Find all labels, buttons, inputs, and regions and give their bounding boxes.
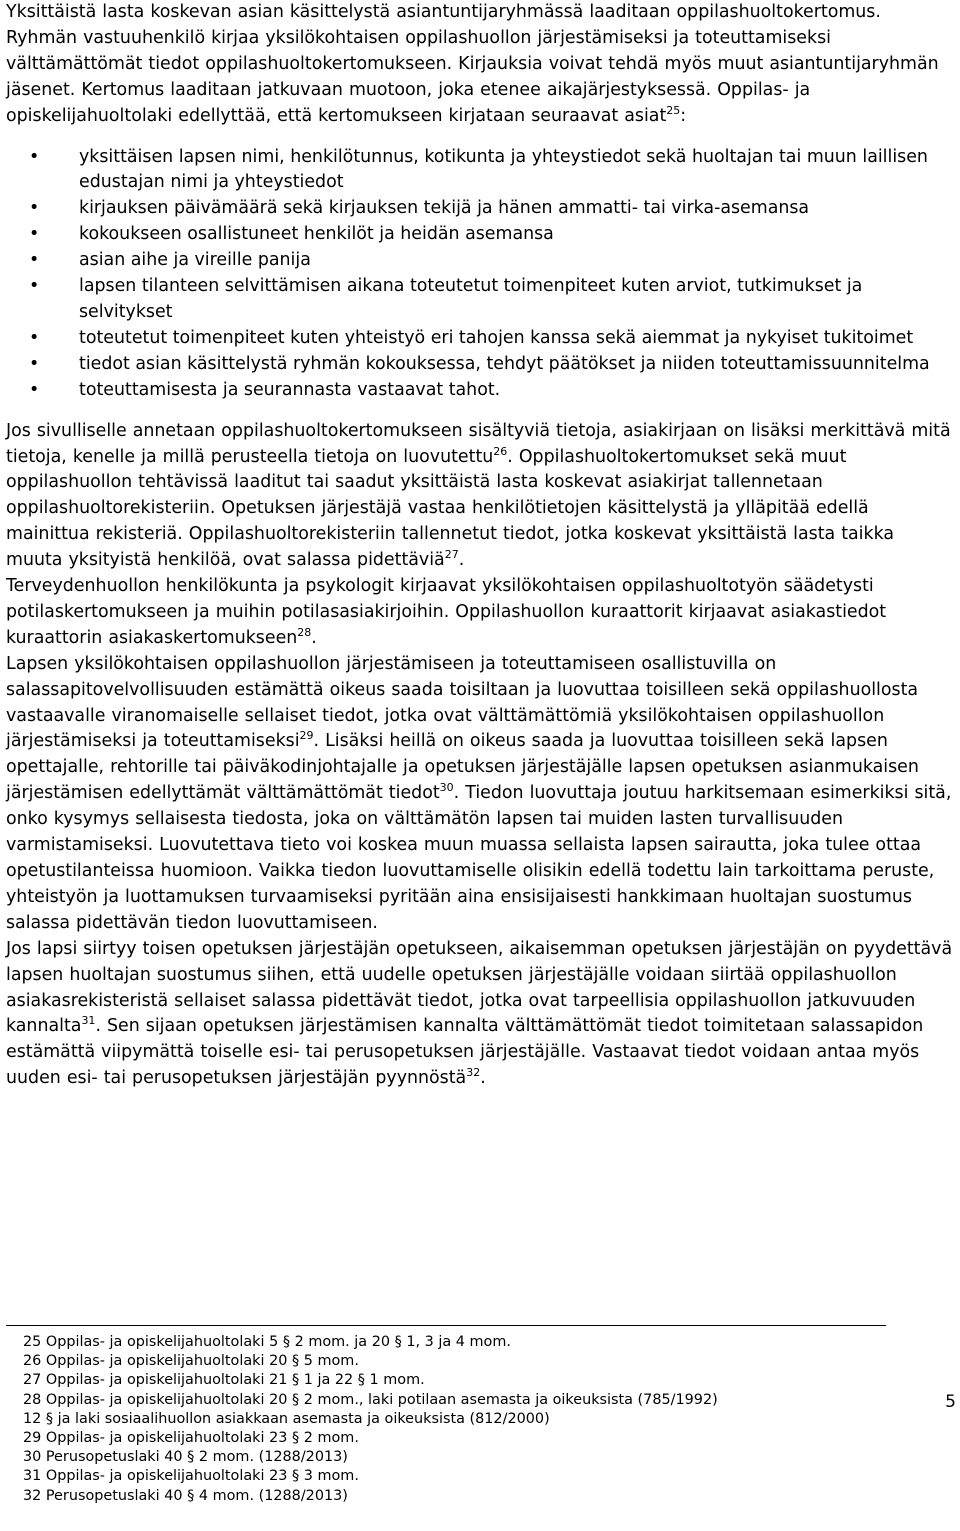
- footnote-ref-27[interactable]: 27: [444, 548, 459, 562]
- bullet-icon: •: [29, 353, 40, 374]
- footnote: 32 Perusopetuslaki 40 § 4 mom. (1288/2013): [23, 1487, 348, 1504]
- list-item: • tiedot asian käsittelystä ryhmän kokouksessa, tehdyt päätökset ja niiden toteuttamissuunnitelma: [6, 352, 954, 378]
- bullet-icon: •: [29, 198, 40, 219]
- list-item: • yksittäisen lapsen nimi, henkilötunnus, kotikunta ja yhteystiedot sekä huoltajan tai muun laillisen edustajan nimi ja yhteystiedot: [29, 146, 928, 193]
- list-item: • kirjauksen päivämäärä sekä kirjauksen tekijä ja hänen ammatti- tai virka-asemansa: [6, 196, 954, 222]
- list-item: • lapsen tilanteen selvittämisen aikana toteutetut toimenpiteet kuten arviot, tutkimukset ja selvitykset: [29, 276, 863, 322]
- document-page: [6, 0, 954, 1092]
- footnote-ref-28[interactable]: 28: [297, 626, 312, 640]
- footnote: 27 Oppilas- ja opiskelijahuoltolaki 21 § 1 ja 22 § 1 mom.: [23, 1372, 425, 1389]
- list-item: • asian aihe ja vireille panija: [6, 248, 954, 274]
- required-entries-list: [6, 145, 954, 404]
- list-item: • toteuttamisesta ja seurannasta vastaavat tahot.: [6, 378, 954, 404]
- bullet-icon: •: [29, 224, 40, 245]
- bullet-icon: •: [29, 146, 40, 167]
- list-item: • toteutetut toimenpiteet kuten yhteistyö eri tahojen kanssa sekä aiemmat ja nykyiset tukitoimet: [6, 326, 954, 352]
- disclosure-paragraph: Jos sivulliselle annetaan oppilashuoltokertomukseen sisältyviä tietoja, asiakirjaan on lisäksi merkittävä mitä tietoja, kenelle ja millä perusteella tietoja on luovutettu$^{26}$. Oppilashuoltokertomukset sekä muut oppilashuollon tehtävissä laaditut tai saadut yksittäistä lasta koskevat asiakirjat tallennetaan oppilashuoltorekisteriin. Opetuksen järjestäjä vastaa henkilötietojen käsittelystä ja ylläpitää edellä mainittua rekisteriä. Oppilashuoltorekisteriin tallennetut tiedot, jotka koskevat yksittäistä lasta taikka muuta yksityistä henkilöä, ovat salassa pidettäviä$^{27}$.: [6, 420, 951, 571]
- footnote: 31 Oppilas- ja opiskelijahuoltolaki 23 § 3 mom.: [23, 1468, 359, 1485]
- health-records-paragraph: Terveydenhuollon henkilökunta ja psykologit kirjaavat yksilökohtaisen oppilashuoltotyön säädetysti potilaskertomukseen ja muihin potilasasiakirjoihin. Oppilashuollon kuraattorit kirjaavat asiakastiedot kuraattorin asiakaskertomukseen$^{28}$.: [6, 576, 887, 648]
- transfer-paragraph: Jos lapsi siirtyy toisen opetuksen järjestäjän opetukseen, aikaisemman opetuksen järjestäjän on pyydettävä lapsen huoltajan suostumus siihen, että uudelle opetuksen järjestäjälle voidaan siirtää oppilashuollon asiakasrekisteristä sellaiset salassa pidettävät tiedot, jotka ovat tarpeellisia oppilashuollon jatkuvuuden kannalta$^{31}$. Sen sijaan opetuksen järjestämisen kannalta välttämättömät tiedot toimitetaan salassapidon estämättä viipymättä toiselle esi- tai perusopetuksen järjestäjälle. Vastaavat tiedot voidaan antaa myös uuden esi- tai perusopetuksen järjestäjän pyynnöstä$^{32}$.: [6, 938, 953, 1089]
- footnote-ref-32[interactable]: 32: [466, 1066, 481, 1080]
- bullet-icon: •: [29, 379, 40, 400]
- footnote: 12 § ja laki sosiaalihuollon asiakkaan asemasta ja oikeuksista (812/2000): [23, 1410, 550, 1427]
- intro-paragraph: [6, 0, 954, 130]
- footnote: 29 Oppilas- ja opiskelijahuoltolaki 23 § 2 mom.: [23, 1430, 359, 1447]
- bullet-icon: •: [29, 276, 40, 297]
- bullet-icon: •: [29, 327, 40, 348]
- footnote-ref-29[interactable]: 29: [299, 729, 314, 743]
- footnotes: [6, 1325, 886, 1506]
- list-item: • kokoukseen osallistuneet henkilöt ja heidän asemansa: [6, 222, 954, 248]
- footnote: 26 Oppilas- ja opiskelijahuoltolaki 20 § 5 mom.: [23, 1353, 359, 1370]
- footnote: 28 Oppilas- ja opiskelijahuoltolaki 20 § 2 mom., laki potilaan asemasta ja oikeuksista (785/1992): [23, 1391, 718, 1408]
- footnote-ref-26[interactable]: 26: [493, 444, 508, 458]
- footnote-ref-30[interactable]: 30: [439, 781, 454, 795]
- page-number: 5: [945, 1392, 956, 1412]
- confidentiality-paragraph: Lapsen yksilökohtaisen oppilashuollon järjestämiseen ja toteuttamiseen osallistuvilla on salassapitovelvollisuuden estämättä oikeus saada toisiltaan ja luovuttaa toisilleen sekä oppilashuollosta vastaavalle viranomaiselle sellaiset tiedot, jotka ovat välttämättömiä yksilökohtaisen oppilashuollon järjestämiseksi ja toteuttamiseksi$^{29}$. Lisäksi heillä on oikeus saada ja luovuttaa toisilleen sekä lapsen opettajalle, rehtorille tai päiväkodinjohtajalle ja opetuksen järjestäjälle lapsen opetuksen asianmukaisen järjestämisen edellyttämät välttämättömät tiedot$^{30}$. Tiedon luovuttaja joutuu harkitsemaan esimerkiksi sitä, onko kysymys sellaisesta tiedosta, joka on välttämätön lapsen tai muiden lasten turvallisuuden varmistamiseksi. Luovutettava tieto voi koskea muun muassa sellaista lapsen sairautta, joka tulee ottaa opetustilanteissa huomioon. Vaikka tiedon luovuttamiselle olisikin edellä todettu lain tarkoittama peruste, yhteistyön ja luottamuksen turvaamiseksi pyritään aina ensisijaisesti hankkimaan huoltajan suostumus salassa pidettävän tiedon luovuttamiseen.: [6, 653, 952, 933]
- footnote-ref-31[interactable]: 31: [81, 1014, 96, 1028]
- intro-text-end: :: [680, 105, 687, 126]
- bullet-icon: •: [29, 250, 40, 271]
- footnote-ref-25[interactable]: 25: [666, 103, 681, 117]
- footnote: 25 Oppilas- ja opiskelijahuoltolaki 5 § 2 mom. ja 20 § 1, 3 ja 4 mom.: [23, 1334, 511, 1350]
- footnote: 30 Perusopetuslaki 40 § 2 mom. (1288/2013): [23, 1449, 348, 1466]
- intro-text: Yksittäistä lasta koskevan asian käsittelystä asiantuntijaryhmässä laaditaan oppilashuoltokertomus. Ryhmän vastuuhenkilö kirjaa yksilökohtaisen oppilashuollon järjestämiseksi ja toteuttamiseksi välttämättömät tiedot oppilashuoltokertomukseen. Kirjauksia voivat tehdä myös muut asiantuntijaryhmän jäsenet. Kertomus laaditaan jatkuvaan muotoon, joka etenee aikajärjestyksessä. Oppilas- ja opiskelijahuoltolaki edellyttää, että kertomukseen kirjataan seuraavat asiat: [6, 2, 939, 126]
